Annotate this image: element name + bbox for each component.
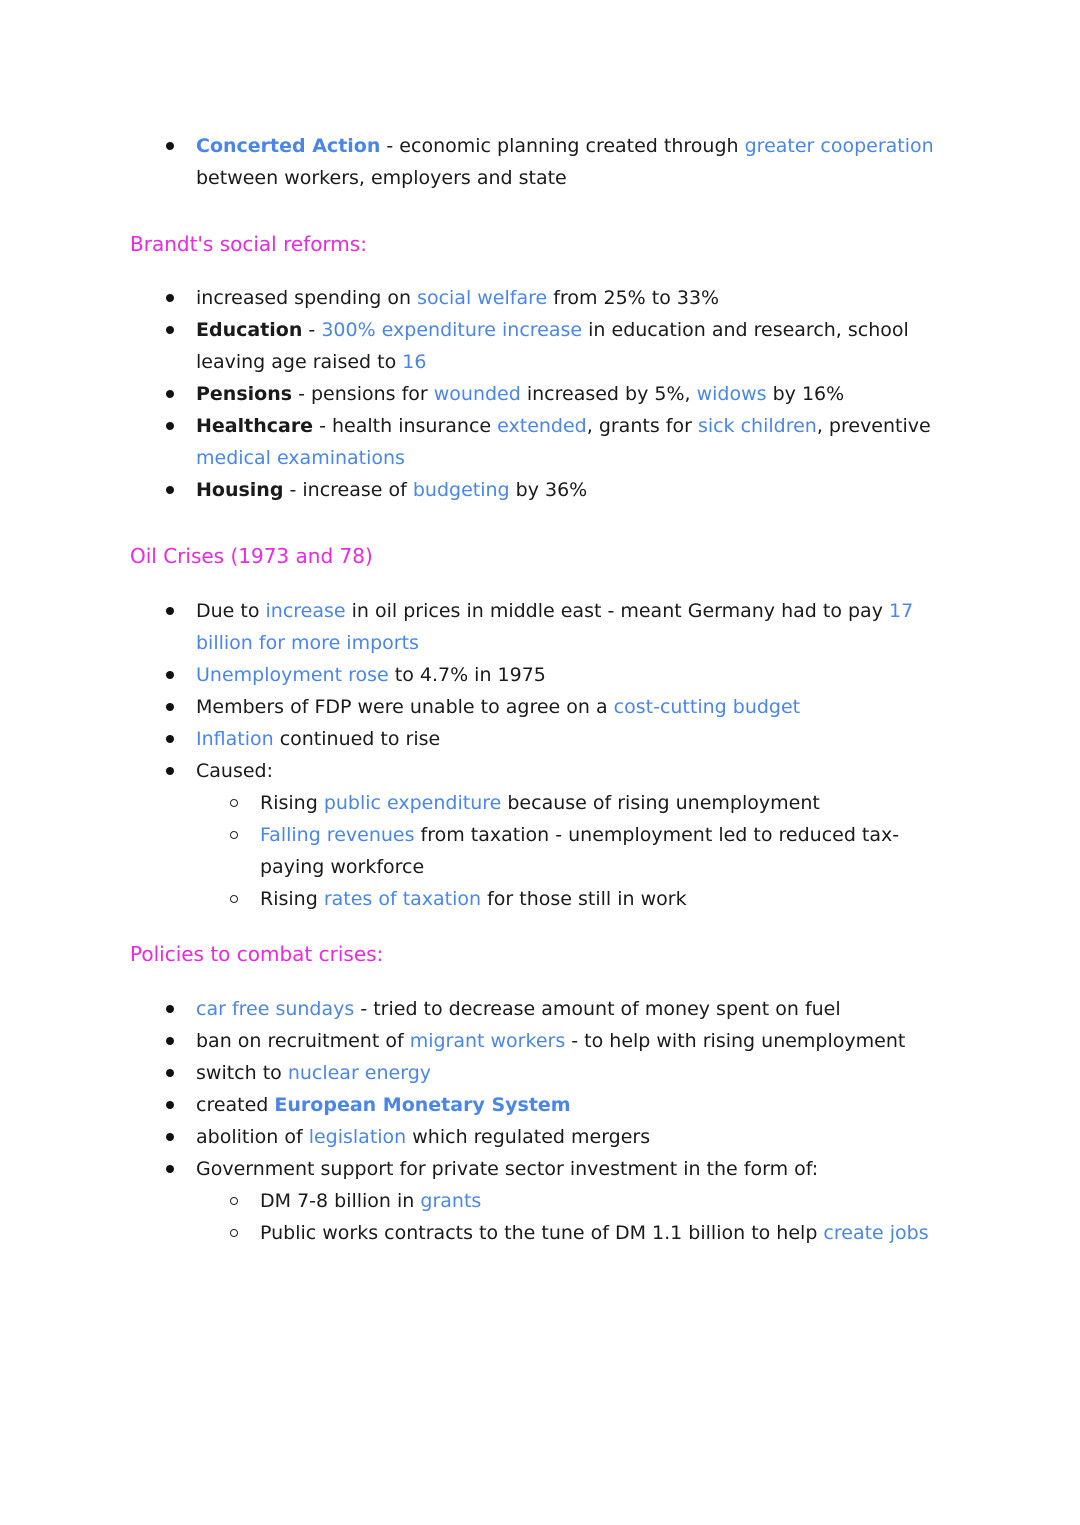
list-item — [0, 1057, 1080, 1089]
section-heading-policies: Policies to combat crises: — [130, 942, 384, 966]
item-text — [260, 792, 820, 814]
highlighted-term: Inflation — [196, 728, 274, 750]
sub-list-item — [196, 1217, 960, 1249]
text-segment: ban on recruitment of — [196, 1030, 410, 1052]
list-item — [0, 1089, 1080, 1121]
text-segment: Government support for private sector investment in the form of: — [196, 1158, 819, 1180]
text-segment: - — [302, 319, 322, 341]
highlighted-term: migrant workers — [409, 1030, 566, 1052]
list-item — [0, 1121, 1080, 1153]
highlighted-term: wounded — [433, 383, 521, 405]
highlighted-term: extended — [497, 415, 587, 437]
list-item — [0, 1025, 1080, 1057]
highlighted-term: Unemployment rose — [196, 664, 389, 686]
highlighted-term: grants — [420, 1190, 482, 1212]
text-segment: because of rising unemployment — [501, 792, 820, 814]
text-segment: increased spending on — [196, 287, 418, 309]
highlighted-term: 300% expenditure increase — [321, 319, 583, 341]
item-text — [196, 1094, 571, 1116]
list-item — [0, 723, 1080, 755]
text-segment: for those still in work — [481, 888, 687, 910]
highlighted-term: 17 billion for more imports — [196, 600, 914, 654]
text-segment: which regulated mergers — [406, 1126, 651, 1148]
item-text — [196, 383, 844, 405]
list-item — [0, 410, 1080, 474]
item-text — [196, 696, 800, 718]
text-segment: from taxation - unemployment led to reduced tax-paying workforce — [260, 824, 900, 878]
text-segment: from 25% to 33% — [547, 287, 720, 309]
highlighted-term: Healthcare — [196, 415, 314, 437]
item-text — [196, 135, 934, 189]
text-segment: by 16% — [766, 383, 845, 405]
text-segment: switch to — [196, 1062, 288, 1084]
text-segment: , preventive — [816, 415, 931, 437]
sub-list-item — [196, 883, 960, 915]
highlighted-term: Housing — [196, 479, 284, 501]
item-text — [196, 728, 440, 750]
item-text — [260, 1190, 481, 1212]
sub-list-item — [196, 819, 960, 883]
list-item — [0, 993, 1080, 1025]
highlighted-term: legislation — [308, 1126, 407, 1148]
highlighted-term: create jobs — [823, 1222, 929, 1244]
text-segment: - to help with rising unemployment — [565, 1030, 906, 1052]
text-segment: increased by 5%, — [520, 383, 697, 405]
highlighted-term: sick children — [697, 415, 817, 437]
list-item — [0, 1153, 1080, 1249]
sub-list — [196, 787, 960, 915]
text-segment: - pensions for — [292, 383, 434, 405]
text-segment: to 4.7% in 1975 — [388, 664, 546, 686]
list-item — [0, 755, 1080, 915]
text-segment: , grants for — [586, 415, 698, 437]
highlighted-term: Falling revenues — [260, 824, 415, 846]
item-text — [196, 998, 841, 1020]
section-heading-oil-crises: Oil Crises (1973 and 78) — [130, 544, 373, 568]
text-segment: abolition of — [196, 1126, 309, 1148]
text-segment: created — [196, 1094, 275, 1116]
highlighted-term: Concerted Action — [196, 135, 381, 157]
list-item — [0, 474, 1080, 506]
text-segment: Rising — [260, 888, 324, 910]
highlighted-term: Education — [196, 319, 303, 341]
item-text — [196, 319, 909, 373]
text-segment: in education and research, school leaving age raised to — [196, 319, 909, 373]
text-segment: Public works contracts to the tune of DM 1.1 billion to help — [260, 1222, 824, 1244]
list-item — [0, 659, 1080, 691]
item-text — [260, 824, 899, 878]
item-text — [196, 415, 931, 469]
item-text — [196, 1062, 431, 1084]
brandt-reforms-list — [0, 282, 1080, 506]
item-text — [196, 1030, 905, 1052]
text-segment: Members of FDP were unable to agree on a — [196, 696, 614, 718]
item-text — [196, 1126, 650, 1148]
section-heading-brandt: Brandt's social reforms: — [130, 232, 367, 256]
highlighted-term: social welfare — [417, 287, 548, 309]
text-segment: - tried to decrease amount of money spent on fuel — [354, 998, 841, 1020]
text-segment: between workers, employers and state — [196, 167, 567, 189]
text-segment: - increase of — [283, 479, 413, 501]
highlighted-term: cost-cutting budget — [613, 696, 801, 718]
highlighted-term: medical examinations — [196, 447, 405, 469]
item-text — [260, 1222, 929, 1244]
item-text — [196, 760, 273, 782]
intro-list — [0, 130, 1080, 194]
highlighted-term: public expenditure — [323, 792, 502, 814]
highlighted-term: 16 — [402, 351, 427, 373]
highlighted-term: rates of taxation — [323, 888, 482, 910]
highlighted-term: nuclear energy — [287, 1062, 432, 1084]
list-item — [0, 378, 1080, 410]
highlighted-term: widows — [696, 383, 767, 405]
list-item — [0, 314, 1080, 378]
sub-list-item — [196, 787, 960, 819]
highlighted-term: Pensions — [196, 383, 293, 405]
text-segment: continued to rise — [273, 728, 441, 750]
list-item — [0, 282, 1080, 314]
item-text — [196, 287, 719, 309]
list-item — [0, 691, 1080, 723]
item-text — [196, 600, 913, 654]
highlighted-term: car free sundays — [196, 998, 355, 1020]
item-text — [196, 664, 546, 686]
text-segment: in oil prices in middle east - meant Germany had to pay — [345, 600, 889, 622]
sub-list — [196, 1185, 960, 1249]
text-segment: Due to — [196, 600, 266, 622]
highlighted-term: increase — [265, 600, 346, 622]
text-segment: by 36% — [509, 479, 588, 501]
text-segment: - economic planning created through — [380, 135, 745, 157]
highlighted-term: budgeting — [412, 479, 510, 501]
sub-list-item — [196, 1185, 960, 1217]
text-segment: Rising — [260, 792, 324, 814]
list-item — [0, 130, 1080, 194]
item-text — [196, 479, 587, 501]
oil-crises-list — [0, 595, 1080, 915]
highlighted-term: greater cooperation — [744, 135, 934, 157]
item-text — [196, 1158, 818, 1180]
list-item — [0, 595, 1080, 659]
text-segment: DM 7-8 billion in — [260, 1190, 421, 1212]
text-segment: Caused: — [196, 760, 274, 782]
highlighted-term: European Monetary System — [274, 1094, 571, 1116]
item-text — [260, 888, 687, 910]
policies-list — [0, 993, 1080, 1249]
text-segment: - health insurance — [313, 415, 498, 437]
